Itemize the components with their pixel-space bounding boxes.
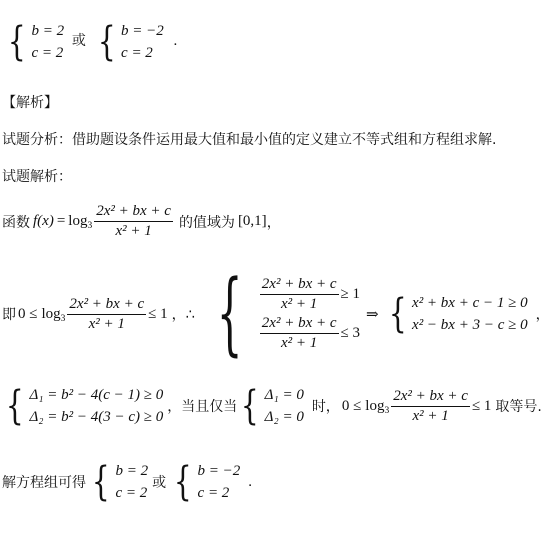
eq-b: b = 2 — [31, 23, 65, 39]
delta-2: Δ₂ = b² − 4(3 − c) ≥ 0 — [29, 409, 164, 425]
le-three: ≤ 3 — [340, 325, 360, 341]
fraction-upper — [260, 276, 339, 313]
equals: = — [56, 213, 66, 229]
implies-arrow: ⇒ — [366, 306, 379, 323]
or-text: 或 — [71, 33, 86, 50]
numerator: 2x² + bx + c — [391, 388, 470, 407]
range-value: [0,1] — [237, 213, 267, 229]
delta-2-zero: Δ₂ = 0 — [264, 409, 304, 425]
delta-lhs: 0 ≤ — [341, 397, 362, 414]
delta-fraction — [391, 388, 470, 425]
function-statement — [2, 203, 281, 240]
period: . — [248, 473, 253, 490]
final-statement — [2, 460, 252, 504]
top-solution-systems: { b = 2 c = 2 或 { b = −2 c = 2 . — [4, 20, 177, 64]
left-brace: { — [97, 19, 116, 65]
ineq-prefix: 即 — [2, 307, 16, 323]
final-system-1 — [88, 460, 148, 504]
left-brace: { — [91, 459, 110, 505]
equal-text: 取等号. — [495, 399, 542, 415]
discriminant-statement — [2, 384, 542, 428]
eq-c: c = 2 — [197, 485, 230, 501]
left-brace: { — [388, 291, 407, 337]
denominator: x² + 1 — [281, 335, 318, 351]
analysis-summary: 试题分析：借助题设条件运用最大值和最小值的定义建立不等式组和方程组求解. — [2, 132, 497, 148]
fx: f(x) — [33, 213, 54, 229]
system-1 — [4, 20, 64, 64]
function-prefix: 函数 — [2, 214, 30, 231]
equality-system — [237, 384, 304, 428]
system-2 — [94, 20, 164, 64]
denominator: x² + 1 — [281, 296, 318, 312]
denominator: x² + 1 — [88, 315, 125, 332]
eq-b: b = −2 — [121, 23, 164, 39]
quadratic-1: x² + bx + c − 1 ≥ 0 — [412, 295, 528, 311]
delta-rhs: ≤ 1 — [471, 397, 492, 414]
shi-text: 时， — [311, 399, 340, 415]
delta-1: Δ₁ = b² − 4(c − 1) ≥ 0 — [29, 387, 164, 403]
range-text: 的值域为 — [178, 214, 235, 231]
numerator: 2x² + bx + c — [67, 296, 146, 315]
ineq-lhs: 0 ≤ — [18, 305, 38, 322]
when-text: ，当且仅当 — [167, 399, 238, 415]
final-system-2 — [170, 460, 240, 504]
analysis-heading: 【解析】 — [2, 95, 58, 111]
numerator: 2x² + bx + c — [260, 276, 339, 295]
comma: ， — [266, 214, 281, 231]
discriminant-system — [2, 384, 163, 428]
eq-c: c = 2 — [121, 45, 153, 61]
ge-one: ≥ 1 — [340, 286, 360, 302]
denominator: x² + 1 — [412, 407, 449, 424]
comma: ， — [535, 307, 550, 323]
final-prefix: 解方程组可得 — [2, 475, 86, 491]
function-fraction — [94, 203, 173, 240]
log-symbol: $\log_3$ — [41, 305, 66, 324]
numerator: 2x² + bx + c — [94, 203, 173, 222]
quadratic-system — [385, 292, 528, 336]
left-brace: { — [5, 383, 24, 429]
numerator: 2x² + bx + c — [260, 315, 339, 334]
left-brace: { — [216, 261, 243, 366]
fraction-lower — [260, 315, 339, 352]
left-brace: { — [241, 383, 259, 429]
fraction-system — [201, 261, 360, 366]
therefore: ，∴ — [171, 307, 195, 323]
delta-1-zero: Δ₁ = 0 — [264, 387, 304, 403]
ineq-fraction — [67, 296, 146, 333]
or-text: 或 — [152, 475, 167, 491]
solution-label: 试题解析： — [2, 169, 72, 185]
eq-b: b = −2 — [197, 463, 241, 479]
eq-c: c = 2 — [115, 485, 148, 501]
log-symbol: $\log_3$ — [68, 213, 93, 231]
inequality-statement — [2, 261, 550, 366]
eq-c: c = 2 — [31, 45, 64, 61]
log-symbol: $\log_3$ — [365, 397, 390, 416]
denominator: x² + 1 — [115, 223, 152, 239]
left-brace: { — [7, 19, 26, 65]
eq-b: b = 2 — [115, 463, 149, 479]
ineq-rhs: ≤ 1 — [148, 305, 168, 322]
left-brace: { — [173, 459, 192, 505]
quadratic-2: x² − bx + 3 − c ≥ 0 — [412, 317, 528, 333]
